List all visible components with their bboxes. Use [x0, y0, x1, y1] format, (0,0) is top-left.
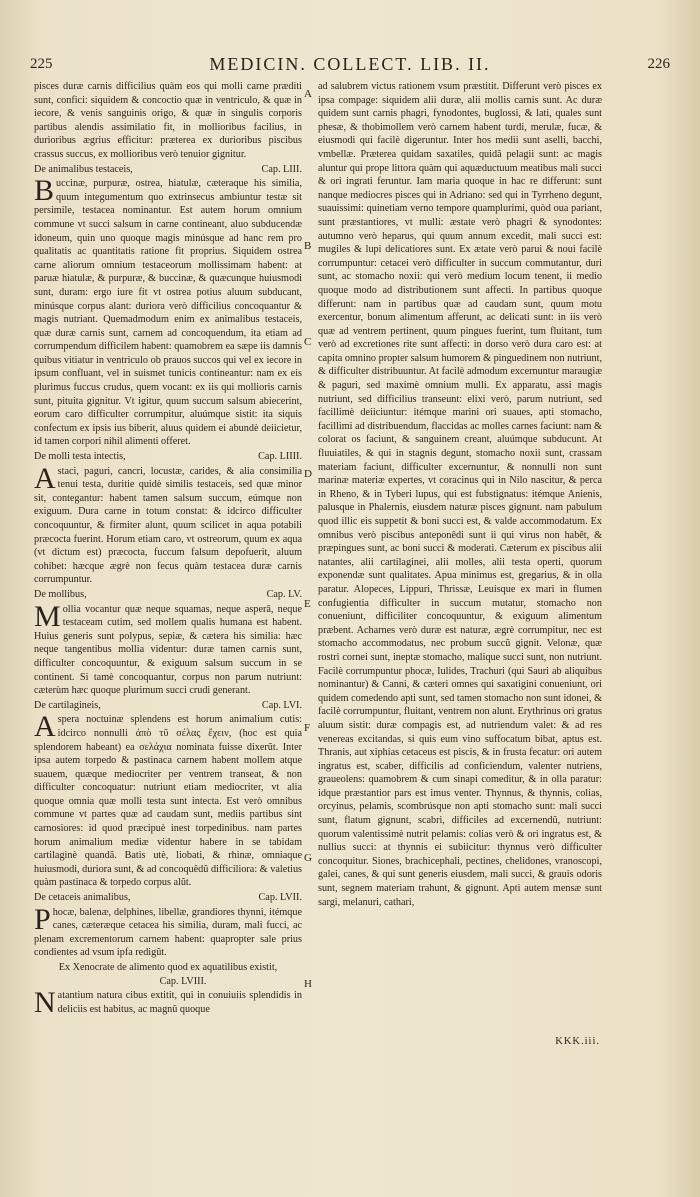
- heading-title: De cartilagineis,: [34, 699, 101, 711]
- section-heading: [34, 450, 302, 464]
- chapter-number: Cap. LIIII.: [258, 451, 302, 463]
- paragraph: ad salubrem victus rationem vsum præstitit. Differunt verò pisces ex ipsa compage: siquidem alii duræ, alii mollis carnis sunt. Ac duræ quidem sunt carnis phagri, fynodontes, buglossi, & lati, quales sunt phesæ, & thobimollem verò carnem habent turdi, merulæ, fucæ, & eiusmodi qui facilè digeruntur. Inter hos medii sunt aselli, bacchi, vmbellæ. Præterea quidam saxatiles, quidã pelagii sunt: ac magis aluntur qui prope littora quàm qui aquæductuum meatibus mali succi & ori ingrati feruntur. Iam maria quoque in hac re differunt: sunt nanque mediocres pisces qui in Adriano: sed qui in Tyrrheno degunt, suauissimi: quinetiam verno tempore quamplurimi, quòd oua pariant, sunt præstantiores, vt mulli: æstate verò phagri & synodontes: autumno verò heparus, qui quum annum excedit, mali succi est: mugiles & lupi delicatiores sunt. Ex ætate verò parui & noui facilè corrumpuntur: cetacei verò difficulter in succum commutantur, duri sunt, ac stomacho noxii: qui verò medium locum tenent, ii medio quoque modo ad distributionem sunt affecti. In partibus quoque differunt: nam in partibus quæ ad caudam sunt, quum motu exercentur, bonum alimentum afferunt, ac delicati sunt: in iis verò quæ ad ventrem pertinent, quum pingues fuerint, tum fluitant, tum verò ad excretiones rite sunt affecti: in dorso verò dura caro est: at capita omnino propter salsum humorem & pinguedinem non nutriunt, & difficulter distribuuntur. At facilè admodum excernuntur maraugiæ & paguri, sed maximè omnium mulli. Ex apparatu, assi magis nutriunt, sed difficilius transeunt: elixi verò, parum nutriunt, sed facillimè deiiciuntur: itémque marini ori suaues, apti stomacho, facillimi ad distribuendum, flaccidas ac molles carnes faciunt: nam & colorat os faciunt, & sanguinem creant, aluúmque subducunt. At fluuiatiles, & qui in stagnis degunt, stomacho noxii sunt, crassam materiam faciunt, difficulter excernuntur, & nonnulli non sunt marinæ materiæ expertes, vt coracinus qui in Nilo nascitur, & perca in Rheno, & in Tyberi lupus, qui est fubstignatus: itémque Anienis, palusque in Phalernis, eiusdem naturæ pisces gignunt. nam pabulum quod illic eis suppetit & boni succi est, & valde accommodatum. Ex omnibus verò piscibus anteponêdi sunt ii qui virus non habêt, & præpingues sunt, ac boni succi & moderati. Cæterum ex piscibus alii natantes, alii cartilaginei, alii molles, alii testa operti, quorum exponendæ sunt qualitates. Apua minimus est, gregarius, & in olla paratur. Alopeces, Lippuri, Thrissæ, Leuisque ex mari in flumen confugientia difficulter in succum mutatur, stomacho non conueniunt, difficiliter concoquuntur, & exiguum alimentum præbent. Acharnes verò duræ est naturæ, ægrè corrumpitur, nec est stomacho accommodatus, nec probum succũ gignit. Velonæ, quæ rostri cornei sunt, ineptæ stomacho, malique succi sunt, non nutriunt. Facilè corrumpuntur phocæ, Iulides, Trachuri (qui Sauri ab aliquibus nominantur) & Canni, & cæteri omnes qui saxatigini conueniunt, ori quidem comedendo apti sunt, sed tamen stomacho non sunt idonei, & facilè corrumpuntur, fluitant, ventrem non alunt. Erythrinus ori gratus aluum sistit: duræ compagis est, ad nutriendum valet: & ad res venereas excitandas, si quis eum vino suffocatum bibat, aptus est. Thranis, aut xiphias cetaceus est piscis, & in frusta fecatur: ori autem ingratus est, scaber, difficilis ad conficiendum, valenter nutriens, graueolens: quamobrem & cum sinapi comeditur, & in olla paratur: idque præstantior pars est imus venter. Thynnus, & thynnis, colias, orcyinus, pelamis, scombrúsque non apti stomacho sunt: mali succi sunt, flatum gignunt, scabri, difficiles ad excernendũ, nutriunt: quorum valentissimè nutrit pelamis: colias verò & ori ingratus est, & nullius succi: at thynnis ei subiicitur: thynnus verò difficulter concoquitur. Siones, brachicephali, pectines, chelidones, vranoscopi, galei, canes, & qui sunt generis eiusdem, mali succi, & grauis odoris sunt, segnem materiam trahunt, & gignunt. Apti autem mensæ sunt sargi, melanuri, cathari,: [318, 81, 602, 908]
- page-header: [30, 56, 670, 78]
- margin-letter: F: [304, 722, 311, 734]
- signature-mark: KKK.iii.: [555, 1036, 600, 1047]
- heading-title: De cetaceis animalibus,: [34, 892, 131, 904]
- margin-letter: E: [304, 598, 311, 610]
- chapter-number: Cap. LV.: [266, 588, 302, 600]
- paragraph: Phocæ, balenæ, delphines, libellæ, grandiores thynni, itémque canes, cæteræque cetacea his similia, duram, mali fucci, ac plenam excrementorum carnem habent: quapropter sale prius condientes ad vsum ipfa redigũt.: [34, 902, 302, 959]
- margin-letter: B: [304, 240, 312, 252]
- page-number-right: 226: [647, 56, 670, 72]
- margin-reference-letters: [300, 0, 318, 1197]
- paragraph: Buccinæ, purpuræ, ostrea, hiatulæ, cæteraque his similia, quum integumentum quo extrinsecus ambiuntur testæ sit persimile, testacea nominantur. Est autem horum omnium commune vt succi salsum in carne contineant, aluo subducendæ idoneum, quin uno quoque magis minúsque ad hanc rem pro qualitatis ac quantitatis ratione fit proprius. Siquidem ostrea carne aliorum omnium testaceorum mollissimam habent: at paruæ hiatulæ, & purpuræ, & buccinæ, & quæcunque huiusmodi sunt, duram: ergo iure fit vt ostrea potius aluum subducant, minúsque corpus alant: duriora verò difficilius concoquantur & magis nutriant. Quemadmodum enim ex animalibus testaceis, quæ duræ carnis sunt, carnem ad concoquendum, ita etiam ad corrumpendum difficilem habent: quamobrem ea sæpe iis damnis quibus vitiatur in ventriculo ob prauos succos qui vel ex iecore in ipsum confluant, vel in suismet tunicis contineantur: nam ex eis plurimus fuccus crudus, quem vocant: ex iis qui mollioris carnis sunt, pituita gignitur. Vt igitur, quum succum salsum abiecerint, eorum caro difficulter corrumpitur, aluúmque sistit: ita siquis confectum ex ipsis ius biberit, aluus quidem ei abundè deiicietur, id tamen corpori nihil alimenti offeret.: [34, 174, 302, 448]
- paragraph: Aspera noctuinæ splendens est horum animalium cutis: idcirco nonnulli ἀπὸ τῦ σέλας ἔχειν, (hoc est quia splendorem habeant) ea σελάχια nominata fuisse dixerũt. Inter ipsa autem torpedo & pastinaca carnem habent mollem atque suauem, quæque mediocriter per ventrem transeat, & non difficulter concoquatur: nutriunt etiam mediocriter, vt alia quoque omnia quæ molli testa sunt intecta. Est verò omnibus commune vt partes quæ ad caudam sunt, mediis partibus sint carnosiores: id quod præcipuè inest torpedinibus. nam partes horum animalium mediæ videntur habere in se tabidam cartilaginè quandã. Batis utè, liobati, & rhinæ, omniaque huiusmodi, duriora sunt, & ad concoquêdũ difficiliora: & valetius quàm pastinaca & torpedo corpus alũt.: [34, 710, 302, 889]
- chapter-number: Cap. LVIII.: [159, 975, 207, 987]
- section-heading: [34, 891, 302, 905]
- section-heading: [34, 163, 302, 177]
- margin-letter: C: [304, 336, 312, 348]
- chapter-number: Cap. LIII.: [261, 163, 302, 175]
- chapter-number: Cap. LVI.: [261, 699, 302, 711]
- heading-title: De mollibus,: [34, 588, 87, 600]
- section-heading: [34, 699, 302, 713]
- heading-title: Ex Xenocrate de alimento quod ex aquatilibus existit,: [58, 962, 278, 973]
- page-number-left: 225: [30, 56, 53, 72]
- paragraph: Mollia vocantur quæ neque squamas, neque asperâ, neque testaceam cutim, sed mollem qualis humana est habent. Huius generis sunt polypus, sepiæ, & cætera his similia: hæc neque tangentibus mollia videntur: duræ tamen carnis sunt, difficulter concoquuntur, & exiguum salsum succum in se continent. Si tamè concoquantur, corpus non parum nutriunt: cæterùm hæc quoque plurimum succi crudi generant.: [34, 599, 302, 697]
- heading-title: De molli testa intectis,: [34, 451, 126, 463]
- left-text-column: [34, 80, 302, 1020]
- running-title: MEDICIN. COLLECT. LIB. II.: [209, 54, 491, 74]
- section-heading: [34, 961, 302, 988]
- right-text-column: [318, 80, 602, 910]
- heading-title: De animalibus testaceis,: [34, 163, 133, 175]
- margin-letter: H: [304, 978, 312, 990]
- margin-letter: G: [304, 852, 312, 864]
- margin-letter: D: [304, 468, 312, 480]
- paragraph: pisces duræ carnis difficilius quàm eos qui molli carne præditi sunt, confici: siquidem & concoctio quæ in ventriculo, & quæ in iecore, & venis sanguinis origo, & quæ in singulis corporis partibus alendis assimilatio fit, in mollioribus facilius, in durioribus ægrius efficitur: præterea ex durioribus piscibus crassus succus, ex mollioribus verò tenuior gignitur.: [34, 81, 302, 160]
- section-heading: [34, 588, 302, 602]
- paragraph: Natantium natura cibus extitit, qui in conuiuiis splendidis in deliciis est habitus, ac magnũ quoque: [34, 986, 302, 1020]
- paragraph: Astaci, paguri, cancri, locustæ, carides, & alia consimilia tenui testa, duritie quidè similis testaceis, sed quæ minor sit, contegantur: habent tamen salsum succum, eúmque non exiguum. Dura carne in totum constat: & idcirco difficulter concoquuntur, & firmiter alunt, quum scilicet in aqua potabili præcocta fuerint. Horum etiam caro, vt ostreorum, quum ex aqua (vt dictum est) præcocta, fuccum falsum depofuerit, aluum cohibet: hæcque ægrè non fecus quàm testacea duræ carnis corrumpuntur.: [34, 461, 302, 586]
- margin-letter: A: [304, 88, 312, 100]
- chapter-number: Cap. LVII.: [258, 892, 302, 904]
